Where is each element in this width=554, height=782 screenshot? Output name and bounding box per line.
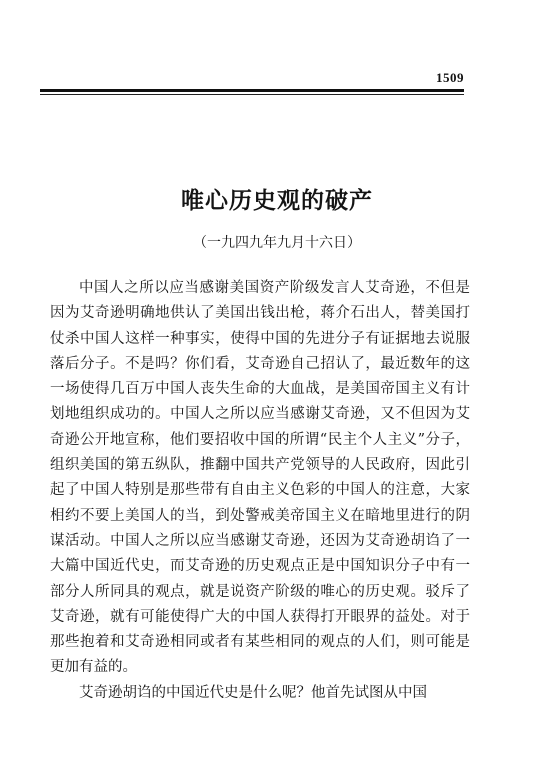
header-rule-thick bbox=[40, 89, 464, 92]
header-rule-thin bbox=[40, 94, 464, 95]
article-date: （一九四九年九月十六日） bbox=[193, 235, 361, 251]
article-title: 唯心历史观的破产 bbox=[181, 188, 373, 214]
paragraph: 中国人之所以应当感谢美国资产阶级发言人艾奇逊，不但是因为艾奇逊明确地供认了美国出钱出枪，蒋介石出人，替美国打仗杀中国人这样一种事实，使得中国的先进分子有证据地去说服落后分子。不是吗？你们看，艾奇逊自己招认了，最近数年的这一场使得几百万中国人丧失生命的大血战，是美国帝国主义有计划地组织成功的。中国人之所以应当感谢艾奇逊，又不但因为艾奇逊公开地宣称，他们要招收中国的所谓“民主个人主义”分子，组织美国的第五纵队，推翻中国共产党领导的人民政府，因此引起了中国人特别是那些带有自由主义色彩的中国人的注意，大家相约不要上美国人的当，到处警戒美帝国主义在暗地里进行的阴谋活动。中国人之所以应当感谢艾奇逊，还因为艾奇逊胡诌了一大篇中国近代史，而艾奇逊的历史观点正是中国知识分子中有一部分人所同具的观点，就是说资产阶级的唯心的历史观。驳斥了艾奇逊，就有可能使得广大的中国人获得打开眼界的益处。对于那些抱着和艾奇逊相同或者有某些相同的观点的人们，则可能是更加有益的。 bbox=[50, 280, 470, 676]
paragraph: 艾奇逊胡诌的中国近代史是什么呢？他首先试图从中国 bbox=[79, 684, 427, 701]
page-number: 1509 bbox=[436, 70, 464, 85]
article-body bbox=[50, 276, 470, 706]
